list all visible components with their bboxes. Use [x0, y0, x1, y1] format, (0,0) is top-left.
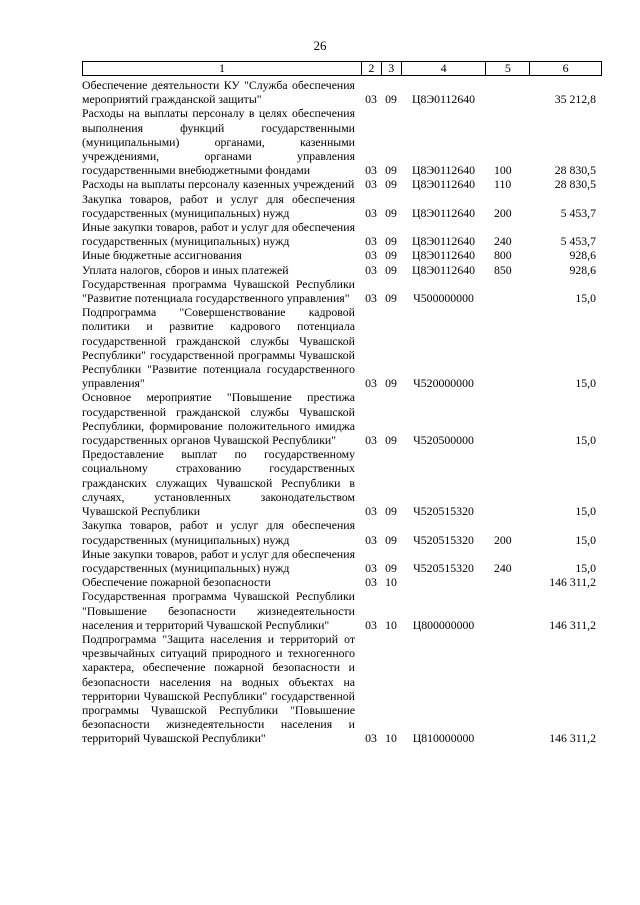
row-description: Иные закупки товаров, работ и услуг для обеспечения государственных (муниципальных) нужд	[82, 546, 355, 575]
row-section: 03	[365, 575, 377, 590]
row-subsection: 09	[385, 234, 397, 249]
row-subsection: 09	[385, 262, 397, 277]
header-col-1: 1	[218, 61, 225, 75]
row-target-code: Ч520515320	[413, 560, 474, 575]
row-section: 03	[365, 433, 377, 448]
header-col-2: 2	[361, 62, 381, 75]
row-subsection: 09	[385, 248, 397, 263]
row-subsection: 10	[385, 731, 397, 746]
table-row	[82, 220, 602, 248]
row-section: 03	[365, 291, 377, 306]
row-expense-type: 240	[494, 560, 512, 575]
row-target-code: Ц8Э0112640	[411, 205, 476, 220]
row-description: Закупка товаров, работ и услуг для обеспечения государственных (муниципальных) нужд	[82, 518, 355, 547]
row-target-code: Ц8Э0112640	[411, 262, 476, 277]
table-row	[82, 575, 602, 589]
row-description: Обеспечение деятельности КУ "Служба обеспечения мероприятий гражданской защиты"	[82, 78, 355, 107]
row-section: 03	[365, 248, 377, 263]
row-target-code: Ч520515320	[413, 532, 474, 547]
row-subsection: 09	[385, 177, 397, 192]
row-amount: 35 212,8	[554, 92, 596, 107]
row-subsection: 09	[385, 92, 397, 107]
row-subsection: 09	[385, 504, 397, 519]
row-target-code: Ц810000000	[412, 731, 475, 746]
row-section: 03	[365, 163, 377, 178]
table-row	[82, 547, 602, 575]
row-section: 03	[365, 731, 377, 746]
row-expense-type: 200	[494, 532, 512, 547]
row-amount: 15,0	[575, 376, 596, 391]
row-subsection: 10	[385, 575, 397, 590]
table-row	[82, 192, 602, 220]
row-expense-type: 240	[494, 234, 512, 249]
row-amount: 15,0	[575, 291, 596, 306]
row-subsection: 09	[385, 433, 397, 448]
row-description: Расходы на выплаты персоналу в целях обеспечения выполнения функций государственными (муниципальными) органами, казенными учреждениями, органами управления государственными внебюджетными фондами	[82, 106, 355, 178]
page-number: 26	[313, 38, 327, 53]
row-subsection: 09	[385, 291, 397, 306]
row-expense-type: 200	[494, 205, 512, 220]
table-row	[82, 177, 602, 191]
row-section: 03	[365, 177, 377, 192]
row-amount: 15,0	[575, 504, 596, 519]
row-subsection: 09	[385, 532, 397, 547]
row-section: 03	[365, 262, 377, 277]
header-col-6: 6	[529, 62, 601, 75]
table-row	[82, 305, 602, 390]
table-row	[82, 248, 602, 262]
row-target-code: Ч520500000	[413, 433, 474, 448]
row-subsection: 10	[385, 617, 397, 632]
row-description: Подпрограмма "Совершенствование кадровой политики и развитие кадрового потенциала государственной гражданской службы Чувашской Республики" государственной программы Чувашской Республики "Развитие потенциала государственного управления"	[82, 305, 355, 391]
table-row	[82, 447, 602, 518]
row-target-code: Ц8Э0112640	[411, 163, 476, 178]
row-amount: 15,0	[575, 433, 596, 448]
header-col-5: 5	[485, 62, 529, 75]
row-section: 03	[365, 560, 377, 575]
table-row	[82, 518, 602, 546]
table-row	[82, 106, 602, 177]
row-subsection: 09	[385, 376, 397, 391]
row-target-code: Ц8Э0112640	[411, 92, 476, 107]
row-description: Основное мероприятие "Повышение престижа государственной гражданской службы Чувашской Республики, формирование положительного имиджа государственных органов Чувашской Республики"	[82, 390, 355, 448]
row-target-code: Ц8Э0112640	[411, 234, 476, 249]
row-expense-type: 100	[494, 163, 512, 178]
row-amount: 928,6	[569, 262, 596, 277]
row-target-code: Ч500000000	[413, 291, 474, 306]
row-section: 03	[365, 532, 377, 547]
row-amount: 28 830,5	[554, 177, 596, 192]
row-section: 03	[365, 92, 377, 107]
row-amount: 15,0	[575, 560, 596, 575]
table-row	[82, 277, 602, 305]
row-description: Расходы на выплаты персоналу казенных учреждений	[82, 177, 355, 192]
table-row	[82, 78, 602, 106]
row-target-code: Ц800000000	[412, 617, 475, 632]
table-header	[82, 61, 602, 76]
table-row	[82, 263, 602, 277]
header-col-4: 4	[401, 62, 486, 75]
row-target-code: Ч520515320	[413, 504, 474, 519]
row-section: 03	[365, 617, 377, 632]
row-amount: 146 311,2	[549, 731, 596, 746]
row-section: 03	[365, 376, 377, 391]
row-description: Предоставление выплат по государственному социальному страхованию государственных гражданских служащих Чувашской Республики в случаях, установленных законодательством Чувашской Республики	[82, 447, 355, 519]
row-description: Закупка товаров, работ и услуг для обеспечения государственных (муниципальных) нужд	[82, 191, 355, 220]
row-expense-type: 110	[494, 177, 512, 192]
row-description: Государственная программа Чувашской Республики "Развитие потенциала государственного управления"	[82, 276, 355, 306]
table-body	[82, 78, 602, 746]
row-subsection: 09	[385, 560, 397, 575]
row-subsection: 09	[385, 163, 397, 178]
row-amount: 5 453,7	[560, 205, 596, 220]
row-section: 03	[365, 205, 377, 220]
row-amount: 15,0	[575, 532, 596, 547]
row-section: 03	[365, 234, 377, 249]
row-expense-type: 850	[494, 262, 512, 277]
header-col-3: 3	[381, 62, 401, 75]
row-description: Иные бюджетные ассигнования	[82, 248, 242, 263]
row-description: Обеспечение пожарной безопасности	[82, 575, 271, 590]
table-row	[82, 589, 602, 632]
row-description: Уплата налогов, сборов и иных платежей	[82, 262, 289, 277]
row-target-code: Ц8Э0112640	[411, 177, 476, 192]
row-amount: 5 453,7	[560, 234, 596, 249]
table-row	[82, 390, 602, 447]
row-amount: 146 311,2	[549, 575, 596, 590]
table-row	[82, 632, 602, 746]
row-description: Государственная программа Чувашской Республики "Повышение безопасности жизнедеятельности населения и территорий Чувашской Республики"	[82, 589, 355, 632]
row-description: Подпрограмма "Защита населения и территорий от чрезвычайных ситуаций природного и техногенного характера, обеспечение пожарной безопасности и безопасности населения на водных объектах на территории Чувашской Республики" государственной программы Чувашской Республики "Повышение безопасности жизнедеятельности населения и территорий Чувашской Республики"	[82, 631, 355, 746]
row-target-code: Ч520000000	[413, 376, 474, 391]
row-amount: 146 311,2	[549, 617, 596, 632]
row-target-code: Ц8Э0112640	[411, 248, 476, 263]
row-amount: 928,6	[569, 248, 596, 263]
row-expense-type: 800	[494, 248, 512, 263]
row-amount: 28 830,5	[554, 163, 596, 178]
row-description: Иные закупки товаров, работ и услуг для обеспечения государственных (муниципальных) нужд	[82, 220, 355, 249]
row-subsection: 09	[385, 205, 397, 220]
row-section: 03	[365, 504, 377, 519]
